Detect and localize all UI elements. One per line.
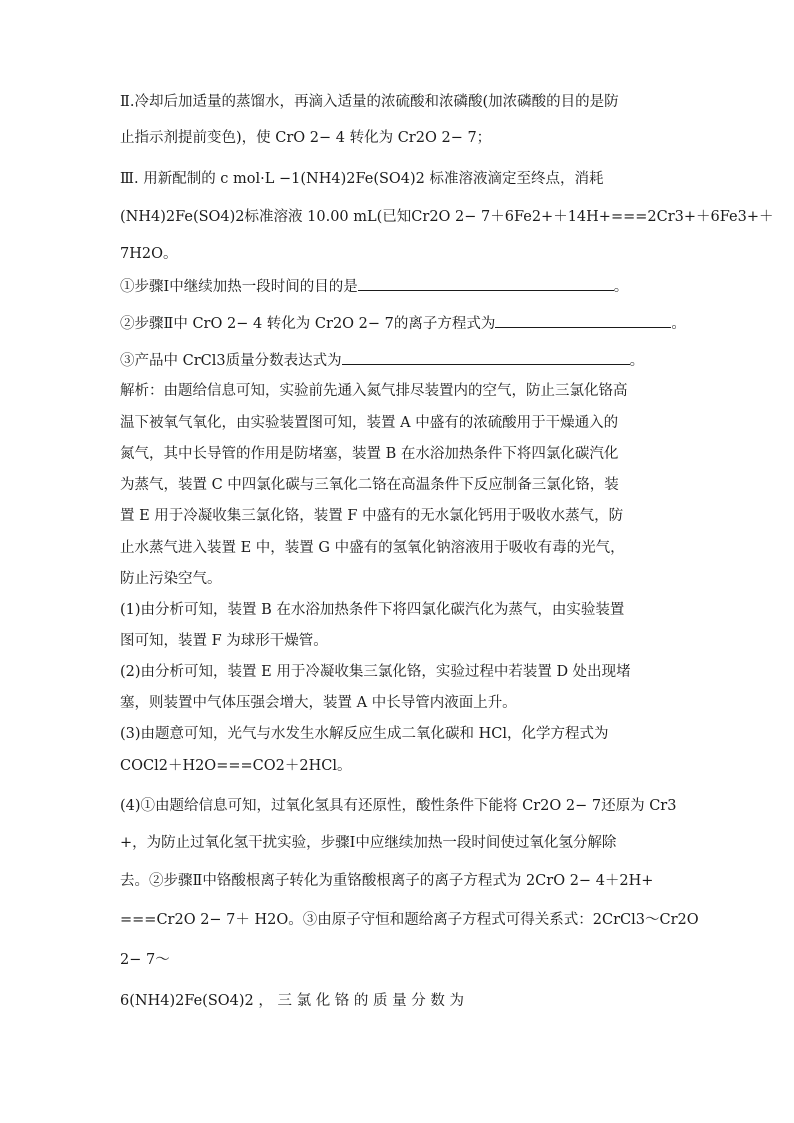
answer-4-line-6: 6(NH4)2Fe(SO4)2 ， 三 氯 化 铬 的 质 量 分 数 为 — [120, 993, 464, 1009]
analysis-line-3: 氮气，其中长导管的作用是防堵塞，装置 B 在水浴加热条件下将四氯化碳汽化 — [120, 446, 619, 462]
question-1 — [120, 276, 672, 297]
question-1-text: ①步骤Ⅰ中继续加热一段时间的目的是 — [120, 279, 358, 295]
question-2-text: ②步骤Ⅱ中 CrO 2− 4 转化为 Cr2O 2− 7的离子方程式为 — [120, 316, 496, 332]
step-2-line-1: Ⅱ.冷却后加适量的蒸馏水，再滴入适量的浓硫酸和浓磷酸(加浓磷酸的目的是防 — [120, 94, 619, 110]
answer-blank-2[interactable] — [495, 313, 671, 328]
analysis-line-5: 置 E 用于冷凝收集三氯化铬，装置 F 中盛有的无水氯化钙用于吸收水蒸气，防 — [120, 508, 624, 524]
answer-4-line-5: 2− 7～ — [120, 952, 170, 968]
analysis-line-2: 温下被氧气氧化，由实验装置图可知，装置 A 中盛有的浓硫酸用于干燥通入的 — [120, 415, 619, 431]
analysis-line-7: 防止污染空气。 — [120, 571, 222, 587]
answer-blank-1[interactable] — [358, 276, 614, 291]
answer-4-line-4: ===Cr2O 2− 7＋ H2O。③由原子守恒和题给离子方程式可得关系式：2CrCl3～Cr2O — [120, 912, 699, 928]
question-2-end: 。 — [671, 316, 686, 332]
question-3-text: ③产品中 CrCl3质量分数表达式为 — [120, 353, 342, 369]
answer-3-line-1: (3)由题意可知，光气与水发生水解反应生成二氧化碳和 HCl，化学方程式为 — [120, 726, 609, 742]
step-3-line-3: 7H2O。 — [120, 246, 178, 262]
answer-1-line-2: 图可知，装置 F 为球形干燥管。 — [120, 633, 328, 649]
answer-2-line-2: 塞，则装置中气体压强会增大，装置 A 中长导管内液面上升。 — [120, 695, 517, 711]
question-1-end: 。 — [613, 279, 629, 295]
step-3-line-2: (NH4)2Fe(SO4)2标准溶液 10.00 mL(已知Cr2O 2− 7＋6Fe2+＋14H+===2Cr3+＋6Fe3+＋ — [120, 209, 774, 225]
answer-1-line-1: (1)由分析可知，装置 B 在水浴加热条件下将四氯化碳汽化为蒸气，由实验装置 — [120, 602, 625, 618]
answer-2-line-1: (2)由分析可知，装置 E 用于冷凝收集三氯化铬，实验过程中若装置 D 处出现堵 — [120, 664, 631, 680]
analysis-line-4: 为蒸气，装置 C 中四氯化碳与三氧化二铬在高温条件下反应制备三氯化铬，装 — [120, 477, 619, 493]
answer-4-line-3: 去。②步骤Ⅱ中铬酸根离子转化为重铬酸根离子的离子方程式为 2CrO 2− 4＋2H+ — [120, 873, 654, 889]
question-2 — [120, 313, 686, 334]
analysis-line-1: 解析：由题给信息可知，实验前先通入氮气排尽装置内的空气，防止三氯化铬高 — [120, 383, 628, 399]
answer-blank-3[interactable] — [342, 350, 630, 365]
step-3-line-1: Ⅲ. 用新配制的 c mol·L −1(NH4)2Fe(SO4)2 标准溶液滴定至终点，消耗 — [120, 171, 604, 187]
question-3 — [120, 350, 672, 371]
answer-3-line-2: COCl2＋H2O===CO2＋2HCl。 — [120, 758, 352, 774]
answer-4-line-1: (4)①由题给信息可知，过氧化氢具有还原性，酸性条件下能将 Cr2O 2− 7还原为 Cr3 — [120, 798, 677, 814]
answer-4-line-2: +，为防止过氧化氢干扰实验，步骤Ⅰ中应继续加热一段时间使过氧化氢分解除 — [120, 835, 617, 851]
analysis-line-6: 止水蒸气进入装置 E 中，装置 G 中盛有的氢氧化钠溶液用于吸收有毒的光气， — [120, 540, 625, 556]
question-3-end: 。 — [629, 353, 645, 369]
step-2-line-2: 止指示剂提前变色)，使 CrO 2− 4 转化为 Cr2O 2− 7； — [120, 130, 492, 146]
